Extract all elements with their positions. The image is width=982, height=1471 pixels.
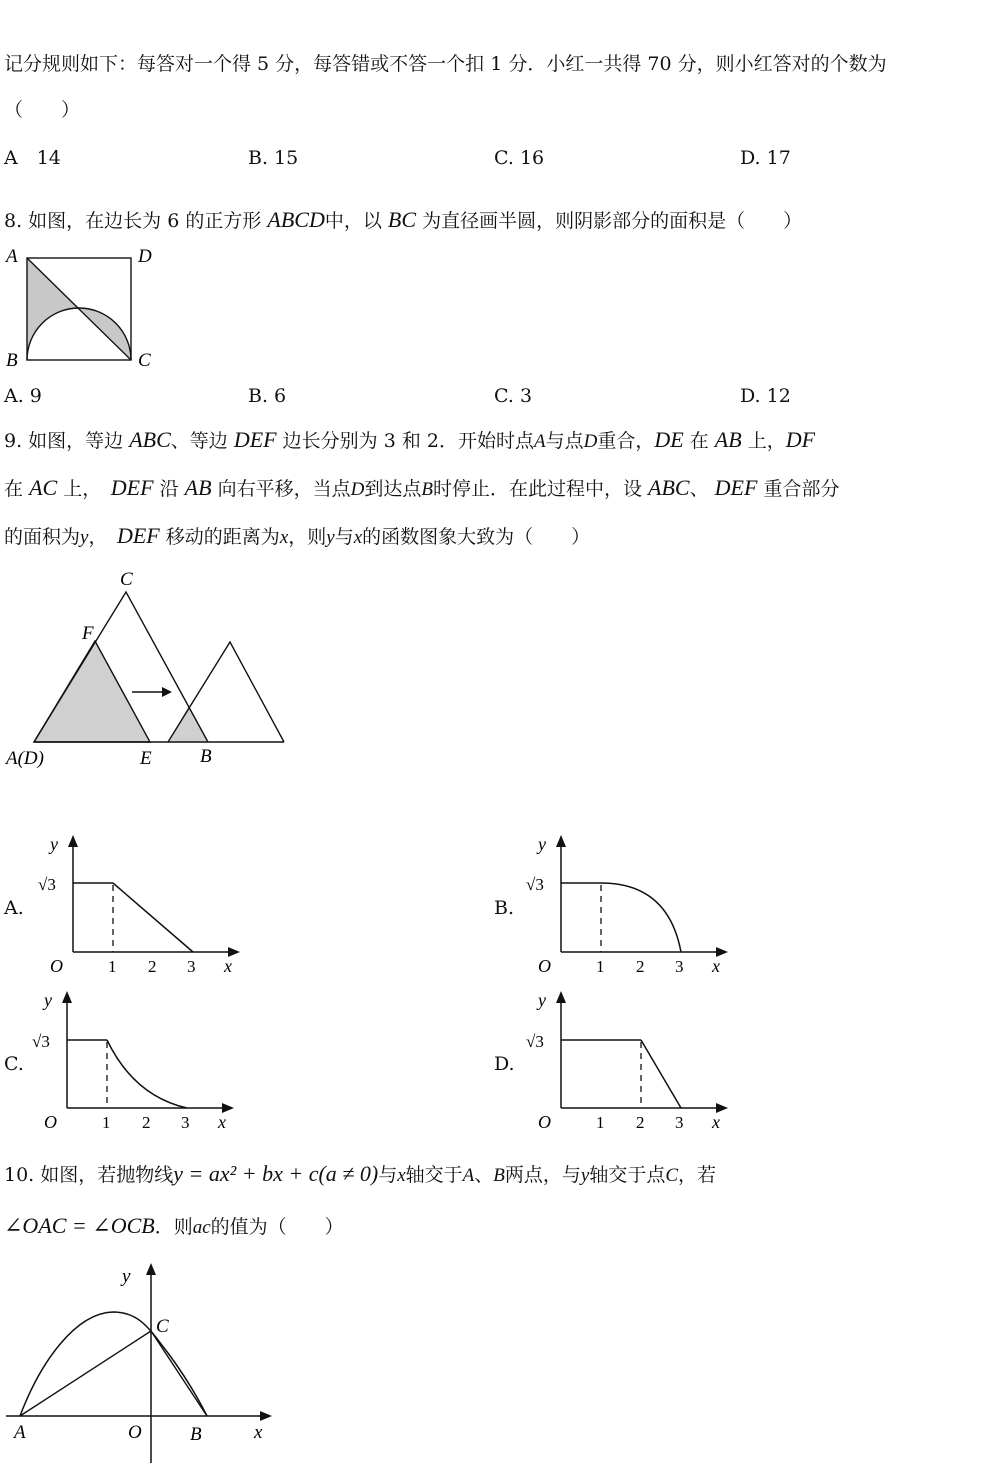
q10-question-line2: ∠OAC = ∠OCB．则ac的值为（ ） [4,1213,344,1238]
graph-d-origin: O [538,1112,551,1132]
graph-d-y-label: y [538,990,546,1010]
q7-option-a[interactable]: A 14 [4,147,61,169]
q9-label-c: C [120,569,133,590]
q7-text-line1: 记分规则如下：每答对一个得 5 分，每答错或不答一个扣 1 分．小红一共得 70 分，则小红答对的个数为 [4,53,887,75]
graph-a-tick-1: 1 [108,957,117,976]
graph-c-origin: O [44,1112,57,1132]
graph-b-tick-1: 1 [596,957,605,976]
q8-option-c[interactable]: C. 3 [494,385,533,407]
q7-option-d[interactable]: D. 17 [740,147,791,169]
q8-square-figure [0,240,170,375]
graph-c-sqrt3: √3 [32,1032,50,1051]
q9-question-line3: 的面积为y， DEF 移动的距离为x，则y与x的函数图象大致为（ ） [4,523,591,548]
graph-c-x-label: x [218,1112,226,1132]
q10-label-a: A [14,1422,26,1443]
graph-a-tick-2: 2 [148,957,157,976]
q9-option-b[interactable]: B. [494,897,515,919]
graph-a-sqrt3: √3 [38,875,56,894]
q9-label-ad: A(D) [6,748,44,769]
graph-a-y-label: y [50,834,58,854]
graph-b-sqrt3: √3 [526,875,544,894]
graph-d-tick-3: 3 [675,1113,684,1132]
q9-graph-a [30,830,245,980]
q9-triangles-figure [0,565,300,780]
graph-d-sqrt3: √3 [526,1032,544,1051]
q8-label-b: B [6,350,18,371]
graph-a-tick-3: 3 [187,957,196,976]
graph-b-y-label: y [538,834,546,854]
q7-answer-paren: （ ） [4,99,81,121]
graph-a-x-label: x [224,956,232,976]
graph-c-y-label: y [44,990,52,1010]
q8-label-a: A [6,246,18,267]
q7-option-c[interactable]: C. 16 [494,147,545,169]
q9-question-line2: 在 AC 上， DEF 沿 AB 向右平移，当点D到达点B时停止．在此过程中，设 ABC、 DEF 重合部分 [4,475,840,500]
q9-graph-d [518,986,733,1136]
graph-b-x-label: x [712,956,720,976]
q8-label-d: D [138,246,152,267]
q10-question-line1: 10. 如图，若抛物线y = ax² + bx + c(a ≠ 0)与x轴交于A、B两点，与y轴交于点C，若 [4,1161,717,1186]
q9-option-c[interactable]: C. [4,1053,24,1075]
q9-graph-c [24,986,239,1136]
q10-label-c: C [156,1316,169,1337]
q9-question-line1: 9. 如图，等边 ABC、等边 DEF 边长分别为 3 和 2．开始时点A与点D重合，DE 在 AB 上，DF [4,427,816,452]
q10-label-o: O [128,1422,142,1443]
q8-option-b[interactable]: B. 6 [248,385,287,407]
q9-option-d[interactable]: D. [494,1053,515,1075]
q8-option-d[interactable]: D. 12 [740,385,791,407]
q7-option-b[interactable]: B. 15 [248,147,299,169]
graph-d-tick-2: 2 [636,1113,645,1132]
q9-label-b: B [200,746,212,767]
q9-label-e: E [140,748,152,769]
q9-graph-b [518,830,733,980]
q8-label-c: C [138,350,151,371]
q10-parabola-figure [0,1258,290,1468]
graph-a-origin: O [50,956,63,976]
q10-label-y: y [122,1266,131,1287]
graph-c-tick-1: 1 [102,1113,111,1132]
q10-label-b: B [190,1424,202,1445]
q9-option-a[interactable]: A. [4,897,24,919]
q10-label-x: x [254,1422,263,1443]
graph-c-tick-3: 3 [181,1113,190,1132]
graph-d-x-label: x [712,1112,720,1132]
q9-label-f: F [82,623,94,644]
graph-b-tick-3: 3 [675,957,684,976]
q8-option-a[interactable]: A. 9 [4,385,42,407]
graph-c-tick-2: 2 [142,1113,151,1132]
q8-question: 8. 如图，在边长为 6 的正方形 ABCD中，以 BC 为直径画半圆，则阴影部分的面积是（ ） [4,207,803,232]
graph-b-tick-2: 2 [636,957,645,976]
graph-b-origin: O [538,956,551,976]
graph-d-tick-1: 1 [596,1113,605,1132]
